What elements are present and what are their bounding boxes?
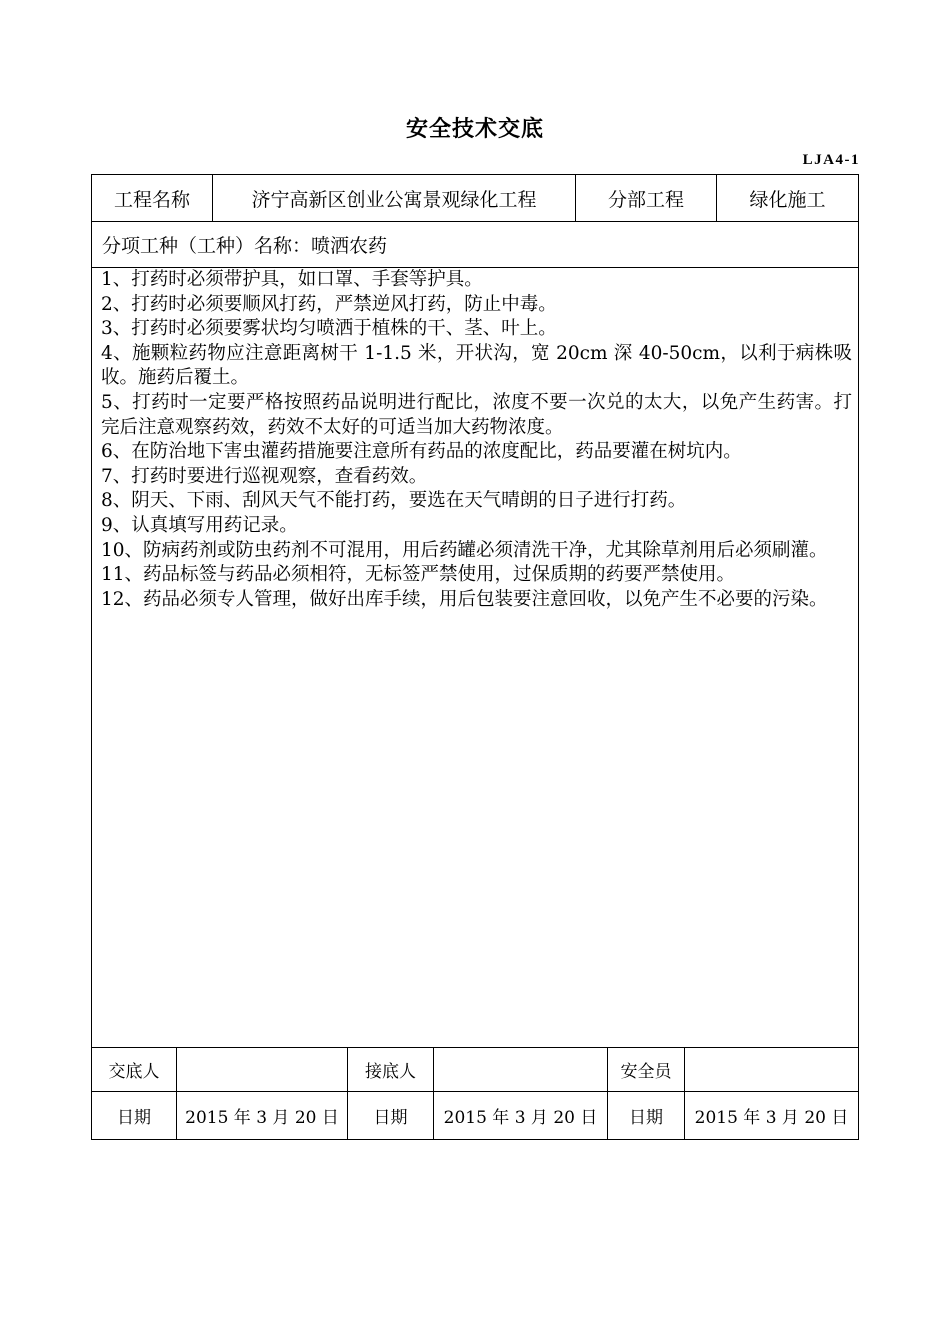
disclosure-form — [91, 174, 859, 1140]
safety-item: 7、打药时要进行巡视观察，查看药效。 — [101, 465, 428, 487]
safety-officer-value[interactable] — [685, 1048, 858, 1091]
document-title: 安全技术交底 — [405, 116, 544, 142]
sub-project-value: 绿化施工 — [749, 188, 826, 211]
work-type-cell — [92, 222, 858, 267]
receiver-date: 2015 年 3 月 20 日 — [434, 1092, 608, 1139]
safety-officer-label: 安全员 — [608, 1048, 685, 1091]
discloser-label: 交底人 — [92, 1048, 177, 1091]
project-name-label: 工程名称 — [92, 175, 213, 221]
safety-item: 8、阴天、下雨、刮风天气不能打药，要选在天气晴朗的日子进行打药。 — [101, 490, 687, 512]
safety-item: 6、在防治地下害虫灌药措施要注意所有药品的浓度配比，药品要灌在树坑内。 — [101, 441, 742, 463]
date-label: 日期 — [608, 1092, 685, 1139]
date-row — [92, 1092, 858, 1139]
project-name-value: 济宁高新区创业公寓景观绿化工程 — [213, 175, 576, 221]
safety-item: 11、药品标签与药品必须相符，无标签严禁使用，过保质期的药要严禁使用。 — [101, 564, 736, 586]
safety-items-list — [101, 268, 852, 612]
safety-item: 12、药品必须专人管理，做好出库手续，用后包装要注意回收，以免产生不必要的污染。 — [101, 588, 828, 610]
date-label: 日期 — [348, 1092, 434, 1139]
date-label: 日期 — [92, 1092, 177, 1139]
work-type-value: 喷洒农药 — [311, 235, 388, 257]
work-type-label: 分项工种（工种）名称： — [102, 235, 312, 257]
safety-item: 3、打药时必须要雾状均匀喷洒于植株的干、茎、叶上。 — [101, 318, 557, 340]
safety-item: 1、打药时必须带护具，如口罩、手套等护具。 — [101, 269, 483, 290]
safety-item: 5、打药时一定要严格按照药品说明进行配比，浓度不要一次兑的太大，以免产生药害。打完后注意观察药效，药效不太好的可适当加大药物浓度。 — [101, 391, 852, 438]
work-type-row — [92, 222, 858, 268]
signature-row — [92, 1048, 858, 1092]
safety-item: 4、施颗粒药物应注意距离树干 1-1.5 米，开状沟，宽 20cm 深 40-50cm，以利于病株吸收。施药后覆土。 — [101, 342, 852, 389]
project-row — [92, 175, 858, 222]
receiver-label: 接底人 — [348, 1048, 434, 1091]
disclosure-content — [92, 268, 858, 1048]
sub-project-label: 分部工程 — [576, 175, 717, 221]
form-code: LJA4-1 — [802, 152, 860, 168]
safety-item: 9、认真填写用药记录。 — [101, 514, 298, 536]
safety-item: 10、防病药剂或防虫药剂不可混用，用后药罐必须清洗干净，尤其除草剂用后必须刷灌。 — [101, 539, 828, 561]
safety-item: 2、打药时必须要顺风打药，严禁逆风打药，防止中毒。 — [101, 293, 557, 315]
receiver-value[interactable] — [434, 1048, 608, 1091]
discloser-date: 2015 年 3 月 20 日 — [177, 1092, 348, 1139]
discloser-value[interactable] — [177, 1048, 348, 1091]
safety-officer-date: 2015 年 3 月 20 日 — [694, 1108, 849, 1128]
